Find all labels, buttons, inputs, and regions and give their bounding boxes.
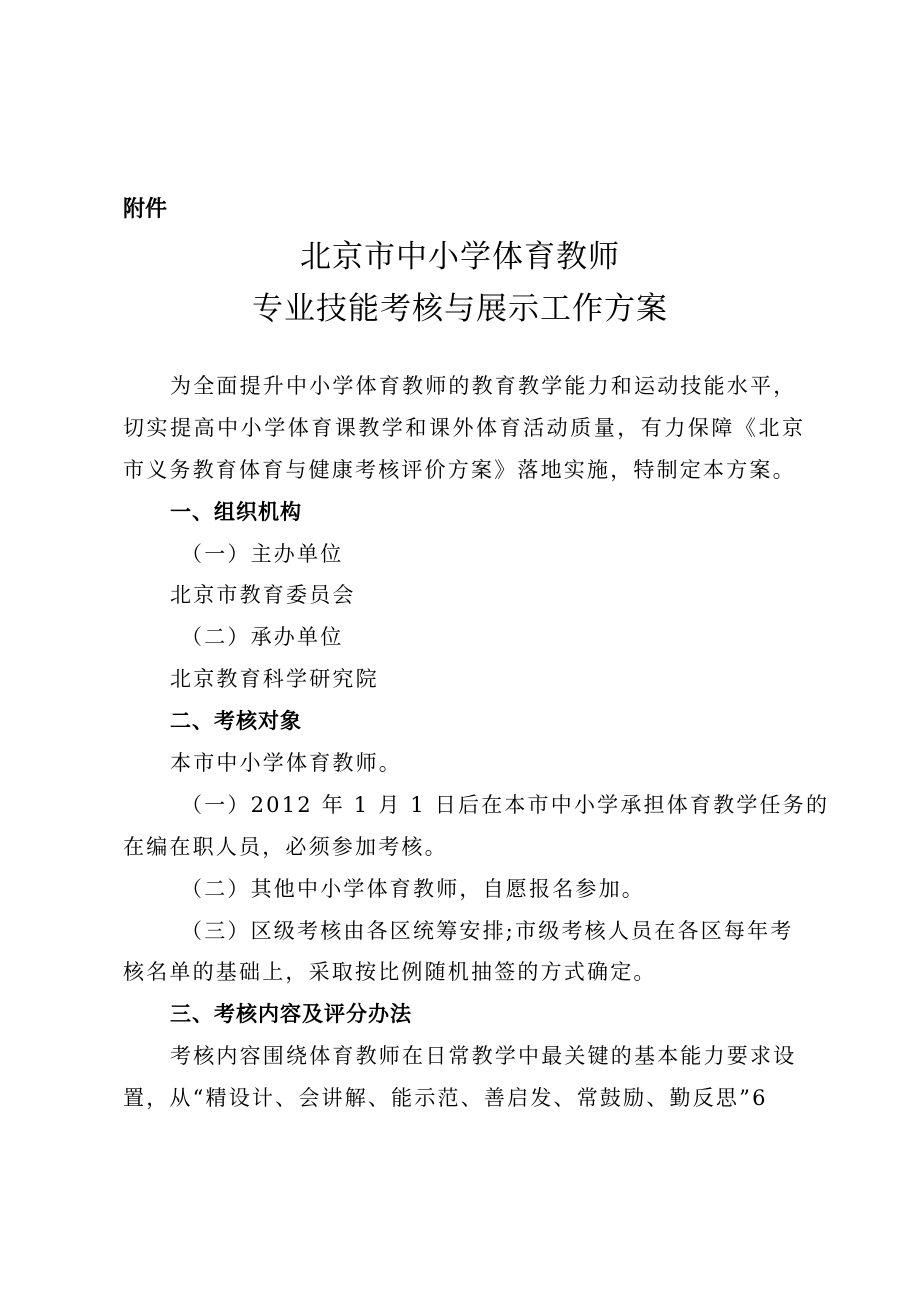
attachment-label: 附件 [123, 197, 168, 222]
section-2-item-2: （二）其他中小学体育教师，自愿报名参加。 [181, 876, 645, 901]
section-1-heading: 一、组织机构 [170, 499, 302, 524]
section-2-item-1-line-2: 在编在职人员，必须参加考核。 [123, 834, 448, 859]
section-3-line-2: 置，从“精设计、会讲解、能示范、善启发、常鼓励、勤反思”6 [123, 1086, 768, 1111]
section-1-sub-2-value: 北京教育科学研究院 [170, 667, 379, 692]
section-1-sub-1-value: 北京市教育委员会 [170, 583, 356, 608]
intro-line-3: 市义务教育体育与健康考核评价方案》落地实施，特制定本方案。 [123, 457, 796, 482]
section-2-item-1-line-1: （一）2012 年 1 月 1 日后在本市中小学承担体育教学任务的 [181, 792, 830, 817]
section-2-item-3-line-2: 核名单的基础上，采取按比例随机抽签的方式确定。 [123, 960, 657, 985]
section-2-heading: 二、考核对象 [170, 709, 302, 734]
intro-line-2: 切实提高中小学体育课教学和课外体育活动质量，有力保障《北京 [123, 415, 803, 440]
section-3-line-1: 考核内容围绕体育教师在日常教学中最关键的基本能力要求设 [170, 1044, 797, 1069]
document-title-line-2: 专业技能考核与展示工作方案 [252, 291, 668, 327]
section-1-sub-1: （一）主办单位 [181, 541, 344, 566]
section-2-item-3-line-1: （三）区级考核由各区统筹安排;市级考核人员在各区每年考 [181, 918, 794, 943]
section-2-intro: 本市中小学体育教师。 [170, 751, 402, 776]
section-1-sub-2: （二）承办单位 [181, 625, 344, 650]
section-3-heading: 三、考核内容及评分办法 [170, 1002, 412, 1027]
intro-line-1: 为全面提升中小学体育教师的教育教学能力和运动技能水平， [170, 374, 797, 398]
document-body [123, 366, 830, 1120]
document-title-line-1: 北京市中小学体育教师 [300, 239, 620, 275]
